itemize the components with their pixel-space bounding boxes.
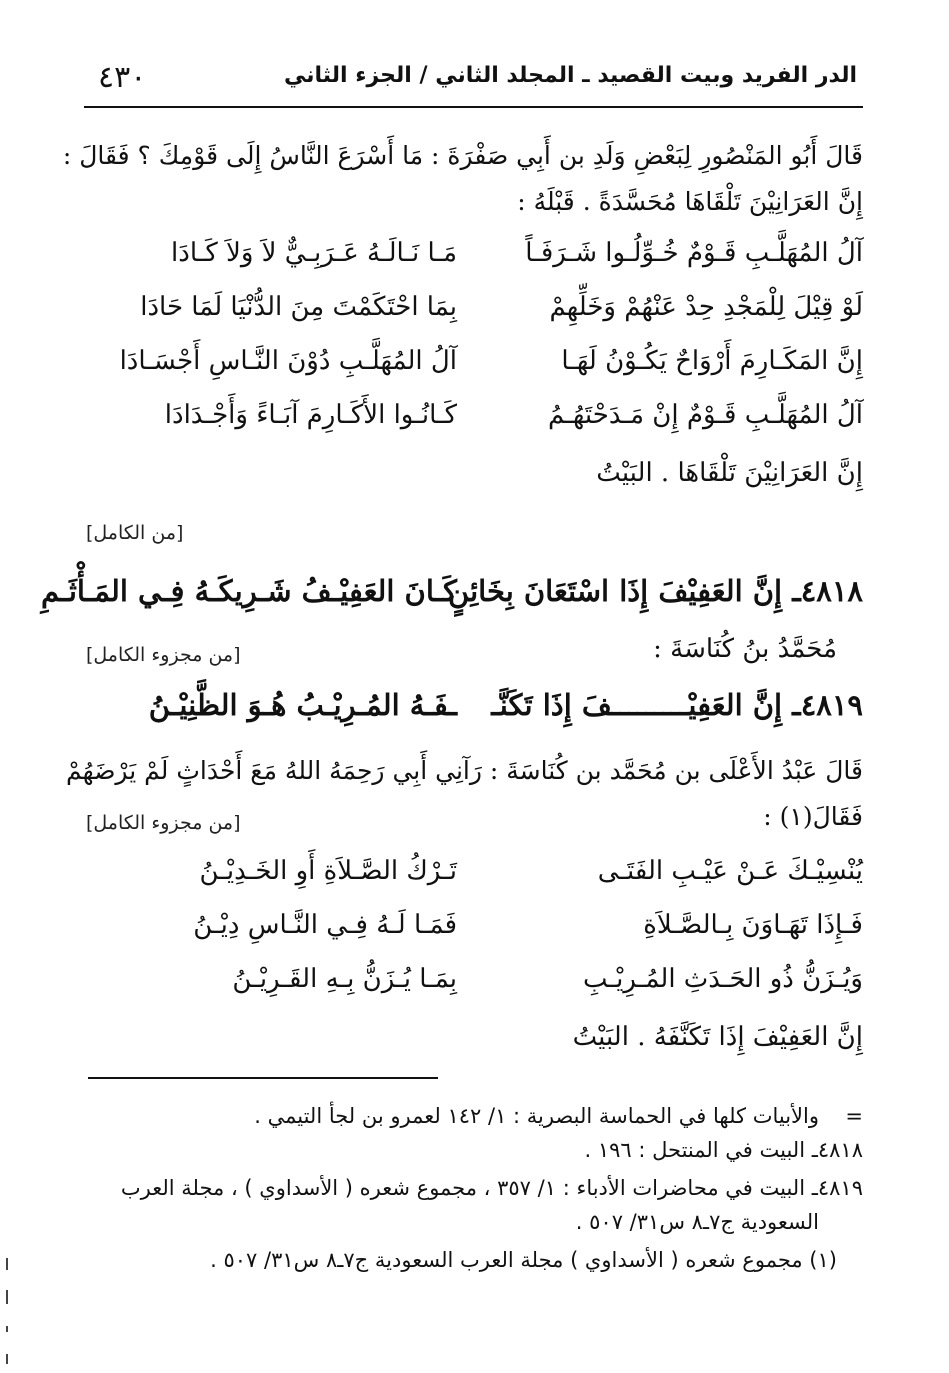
scan-edge-mark [6, 1326, 8, 1332]
verse-hemistich-1: ٤٨١٨ـ إِنَّ العَفِيْفَ إِذَا اسْتَعَانَ بِخَائِنٍ [448, 574, 863, 608]
meter-label: [من الكامل] [86, 522, 184, 544]
footnote-1: (١) مجموع شعره ( الأسداوي ) مجلة العرب السعودية ج٧ـ٨ س٣١/ ٥٠٧ . [210, 1248, 837, 1272]
continuation-mark: = [845, 1104, 863, 1128]
verse-row [84, 292, 863, 346]
verse-hemistich-1: آلُ المُهَلَّـبِ قَـوْمٌ خُـوِّلُـوا شَـرَفَـاً [525, 238, 863, 268]
verse-hemistich-1: وَيُـزَنُّ ذُو الحَـدَثِ المُـرِيْـبِ [583, 964, 863, 994]
intro-paragraph [62, 133, 863, 225]
verse-citation: إِنَّ العَفِيْفَ إِذَا تَكَنَّفَهُ . البَيْتُ [572, 1022, 863, 1052]
footnote-4818: ٤٨١٨ـ البيت في المنتحل : ١٩٦ . [584, 1138, 863, 1162]
page-number: ٤٣٠ [98, 60, 147, 95]
footnote-4819: ٤٨١٩ـ البيت في محاضرات الأدباء : ١/ ٣٥٧ ، مجموع شعره ( الأسداوي ) ، مجلة العرب [120, 1176, 863, 1200]
verse-row [84, 346, 863, 400]
verse-hemistich-2: بِمَا احْتَكَمْتَ مِنَ الدُّنْيَا لَمَا حَادَا [140, 292, 457, 322]
scan-edge-mark [6, 1290, 8, 1304]
verse-hemistich-2: بِمَـا يُـزَنُّ بِـهِ القَـرِيْـنُ [232, 964, 457, 994]
verse-row [84, 400, 863, 454]
intro-line-1: قَالَ أَبُو المَنْصُورِ لِبَعْضِ وَلَدِ بن أَبِي صَفْرَةَ : مَا أَسْرَعَ النَّاسُ إِلَى قَوْمِكَ ؟ فَقَالَ : [62, 141, 863, 170]
verse-hemistich-1: ٤٨١٩ـ إِنَّ العَفِيْـــــــــفَ إِذَا تَكَنَّـ [491, 688, 863, 722]
verse-row-4819 [84, 688, 863, 742]
verse-row [84, 856, 863, 910]
footnote-rule [88, 1077, 438, 1079]
verse-hemistich-2: كَـانُـوا الأَكَـارِمَ آبَـاءً وَأَجْـدَادَا [164, 400, 457, 430]
header-rule [84, 106, 863, 108]
verse-hemistich-1: فَـإِذَا تَهَـاوَنَ بِـالصَّـلاَةِ [643, 910, 863, 940]
intro-line-2: إِنَّ العَرَانِيْنَ تَلْقَاهَا مُحَسَّدَةً . قَبْلَهُ : [517, 187, 863, 216]
verse-hemistich-2: ـفَـهُ المُـرِيْـبُ هُـوَ الظَّنِيْـنُ [148, 688, 457, 722]
verse-row [84, 910, 863, 964]
meter-label: [من مجزوء الكامل] [86, 644, 241, 666]
verse-hemistich-2: مَـا نَـالَـهُ عَـرَبِـيٌّ لاَ وَلاَ كَـادَا [171, 238, 457, 268]
verse-hemistich-1: يُنْسِيْـكَ عَـنْ عَيْـبِ الفَتَـى [597, 856, 863, 886]
footnote-continued: والأبيات كلها في الحماسة البصرية : ١/ ١٤٢ لعمرو بن لجأ التيمي . [254, 1104, 819, 1128]
poet-name: مُحَمَّدُ بنُ كُنَاسَةَ : [653, 634, 837, 664]
running-header: الدر الفريد وبيت القصيد ـ المجلد الثاني / الجزء الثاني [284, 63, 857, 88]
story-line-2: فَقَالَ(١) : [763, 802, 863, 831]
verse-row [84, 238, 863, 292]
verse-hemistich-2: تَـرْكُ الصَّـلاَةِ أَوِ الخَـدِيْـنُ [199, 856, 457, 886]
verse-hemistich-2: آلُ المُهَلَّـبِ دُوْنَ النَّـاسِ أَجْسَـادَا [119, 346, 457, 376]
story-line-1: قَالَ عَبْدُ الأَعْلَى بن مُحَمَّد بن كُنَاسَةَ : رَآنِي أَبِي رَحِمَهُ اللهُ مَعَ أَحْدَاثٍ لَمْ يَرْضَهُمْ [66, 756, 863, 785]
scan-edge-mark [6, 1354, 8, 1364]
verse-row-4818 [41, 574, 863, 628]
scan-edge-mark [6, 1258, 8, 1270]
verse-hemistich-1: آلُ المُهَلَّـبِ قَـوْمٌ إِنْ مَـدَحْتَهُـمُ [548, 400, 863, 430]
verse-hemistich-2: فَمَـا لَـهُ فِـي النَّـاسِ دِيْـنُ [193, 910, 457, 940]
verse-row [84, 964, 863, 1018]
verse-hemistich-2: كَـانَ العَفِيْـفُ شَـرِيكَـهُ فِـي المَـأْثَـمِ [41, 574, 457, 608]
meter-label: [من مجزوء الكامل] [86, 812, 241, 834]
footnote-4819-cont: السعودية ج٧ـ٨ س٣١/ ٥٠٧ . [575, 1210, 819, 1234]
verse-citation: إِنَّ العَرَانِيْنَ تَلْقَاهَا . البَيْتُ [596, 458, 863, 488]
verse-hemistich-1: لَوْ قِيْلَ لِلْمَجْدِ حِدْ عَنْهُمْ وَخَلِّهِمْ [549, 292, 863, 322]
verse-hemistich-1: إِنَّ المَكَـارِمَ أَرْوَاحٌ يَكُـوْنُ لَهَـا [561, 346, 863, 376]
